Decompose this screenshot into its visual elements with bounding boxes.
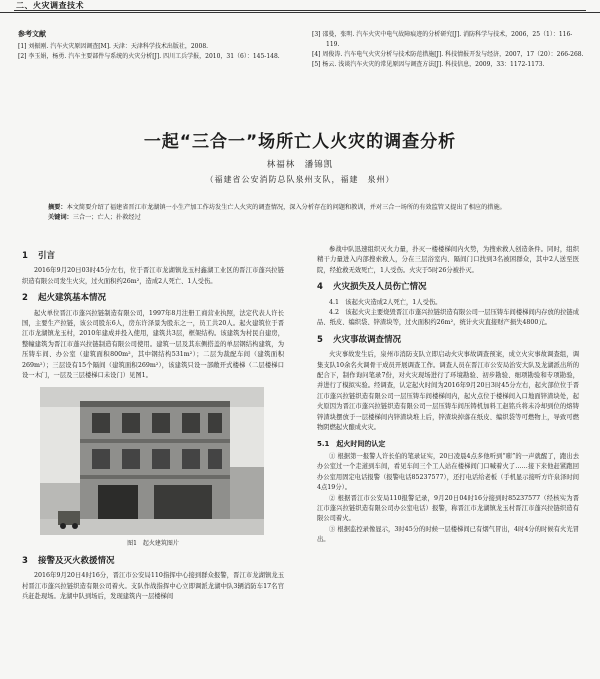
- subsection-number: 5.1: [317, 439, 330, 448]
- paragraph: 起火单位晋江市蓬兴拉链制造有限公司，1997年8月注册工商营业执照，法定代表人许长国，主要生产拉链，该公司股东6人，房东许泽景为股东之一，员工共20人。起火建筑位于晋江市龙湖镇龙玉村，2010年建成并投入使用，建筑共3层，框架结构。该建筑为村民自建房，整幢建筑为晋江市蓬兴拉链制造有限公司使用。建筑一层及其东侧搭盖的单层钢结构建筑，为压铸车间、办公室（建筑面积800m²，其中钢结构531m²）；二层为裁配车间（建筑面积269m²）；三层设有15个隔间（建筑面积269m²），该建筑只设一部敞开式楼梯（二层楼梯口设一木门，一层及三层楼梯口未设门）见图1。: [22, 309, 284, 380]
- paragraph: ② 根据晋江市公安局110报警记录，9月20日04时16分接到时85237577（经核实为晋江市蓬兴拉链织造有限公司办公室电话）报警，称晋江市龙湖镇龙玉村晋江市蓬兴拉链织造有限公司着火。: [317, 494, 579, 523]
- keywords-label: 关键词：: [48, 213, 73, 221]
- paragraph: 火灾事故发生后，泉州市消防支队立即启动火灾事故调查预案，成立火灾事故调查组，调集支队10余名火调骨干成员开展调查工作。调查人员在晋江市公安局治安大队及龙湖派出所的配合下，制作询问笔录7份，对火灾现场进行了环境勘验、初步勘验、细项勘验和专项勘验，并进行了模拟实验。经调查，认定起火时间为2016年9月20日3时45分左右，起火部位位于晋江市蓬兴拉链织造有限公司一层压铸车间楼梯间内，起火点位于楼梯间入口地面锌渣块处，起火原因为晋江市蓬兴拉链织造有限公司一层压铸车间压铸机加料工赵铭兵将未冷却到位的熔铸锌渣块摆放于一层楼梯间内锌渣块堆上后，锌渣块掉落在纸皮、编织袋等可燃物上，导致可燃物阴燃起火酿成火灾。: [317, 351, 579, 432]
- section-number: 1: [22, 251, 28, 261]
- section-heading: [22, 556, 284, 566]
- subsection-heading: [317, 439, 579, 449]
- reference-item: [3] 邵曼，张明. 汽车火灾中电气故障痕迹的分析研究[J]. 消防科学与技术，2006，25（1）：116-119.: [312, 31, 573, 48]
- section-heading: [22, 293, 284, 303]
- paragraph: 4.2 该起火灾主要烧毁晋江市蓬兴拉链织造有限公司一层压铸车间楼梯间内存放的拉链成品、纸皮、编织袋、锌渣块等，过火面积约26m²，统计火灾直接财产损失4800元。: [317, 309, 579, 327]
- abstract-text: 本文简要介绍了福建省晋江市龙湖镇一小生产加工作坊发生亡人火灾的调查情况，深入分析存在的问题和教训，并对三合一场所的有效监管又提出了相应的措施。: [66, 204, 506, 211]
- figure-caption: 图1 起火建筑图片: [127, 540, 179, 548]
- section-title: 起火建筑基本情况: [38, 293, 107, 304]
- paragraph: 2016年9月20日4时16分，晋江市公安局110指挥中心接到群众报警，晋江市龙湖镇龙玉村晋江市蓬兴拉链织造有限公司着火。支队作战指挥中心立即调派龙湖中队3辆消防车17名官兵赶赴现场。龙湖中队到场后，发现建筑内一层楼梯间: [22, 572, 284, 601]
- article-title: 一起“三合一”场所亡人火灾的调查分析: [143, 132, 457, 152]
- section-number: 4: [317, 282, 323, 293]
- article-affiliation: （福建省公安消防总队泉州支队，福建 泉州）: [205, 175, 395, 184]
- references-title: 参考文献: [18, 30, 46, 38]
- references-right: [312, 30, 584, 70]
- article-authors: 林福林 潘锦凯: [266, 160, 334, 170]
- header-rule: [14, 10, 586, 11]
- section-title: 接警及灭火救援情况: [38, 555, 115, 566]
- section-title: 火灾事故调查情况: [333, 334, 402, 345]
- running-header: [0, 0, 600, 13]
- paragraph: ③ 根据监控录像显示，3时45分的时候一层楼梯间已有烟气冒出，4时4分的时候有火光冒出。: [317, 525, 579, 544]
- reference-item: [5] 杨云. 浅谈汽车火灾的常见原因与调查方法[J]. 科技信息，2009，33：1172-1173.: [312, 60, 545, 68]
- section-number: 5: [317, 334, 323, 345]
- right-column: [317, 245, 579, 546]
- section-number: 3: [22, 555, 28, 566]
- left-column: [22, 245, 284, 603]
- section-number: 2: [22, 293, 28, 304]
- abstract-label: 摘要：: [48, 204, 67, 211]
- references-left: [18, 30, 288, 62]
- building-photo-illustration: [40, 387, 264, 535]
- section-heading: [317, 282, 579, 292]
- paragraph: 4.1 该起火灾造成2人死亡，1人受伤。: [329, 298, 442, 306]
- section-heading: [22, 251, 284, 261]
- section-heading: [317, 335, 579, 345]
- paragraph: 参战中队迅速组织灭火力量，扑灭一楼楼梯间内火势，为搜索救人创造条件。同时，组织精干力量进入内部搜索救人，分在三层浴室内、隔间门口找到3名被困群众，其中2人送至医院，经抢救无效死亡，1人受伤。火灾于5时26分被扑灭。: [317, 246, 579, 274]
- subsection-title: 起火时间的认定: [336, 439, 386, 448]
- reference-item: [2] 李玉娟，杨勇. 汽车主要部件与系统的火灾分析[J]. 四川工兵学报，2010，31（6）：145-148.: [18, 52, 280, 60]
- paragraph: ① 根据第一报警人许长伯的笔录证实，20日凌晨4点多他听到“嘭”的一声就醒了，跑出去办公室过一个走道到车间，看见车间三个工人站在楼梯间门口喊着火了……接下来他赶紧跑回办公室用固定电话报警（报警电话85237577），还打电话给老板（手机显示接听方许泉泽时间4点19分）。: [317, 452, 579, 492]
- reference-item: [1] 刘振刚. 汽车火灾原因调查[M]. 天津：天津科学技术出版社，2008.: [18, 42, 209, 50]
- building-photo: [40, 387, 264, 535]
- abstract-block: [48, 203, 556, 222]
- reference-item: [4] 周俊涛. 汽车电气火灾分析与技术防范措施[J]. 科技情报开发与经济，2007，17（20）：266-268.: [312, 50, 584, 58]
- section-title: 引言: [38, 251, 56, 261]
- keywords-text: 三合一；亡人；扑救经过: [72, 213, 141, 221]
- paragraph: 2016年9月20日03时45分左右，位于晋江市龙湖镇龙玉村鑫湖工业区的晋江市蓬兴拉链织造有限公司发生火灾，过火面积约26m²，造成2人死亡、1人受伤。: [22, 267, 284, 285]
- section-title: 火灾损失及人员伤亡情况: [333, 282, 427, 293]
- section-label: 二、火灾调查技术: [16, 1, 84, 10]
